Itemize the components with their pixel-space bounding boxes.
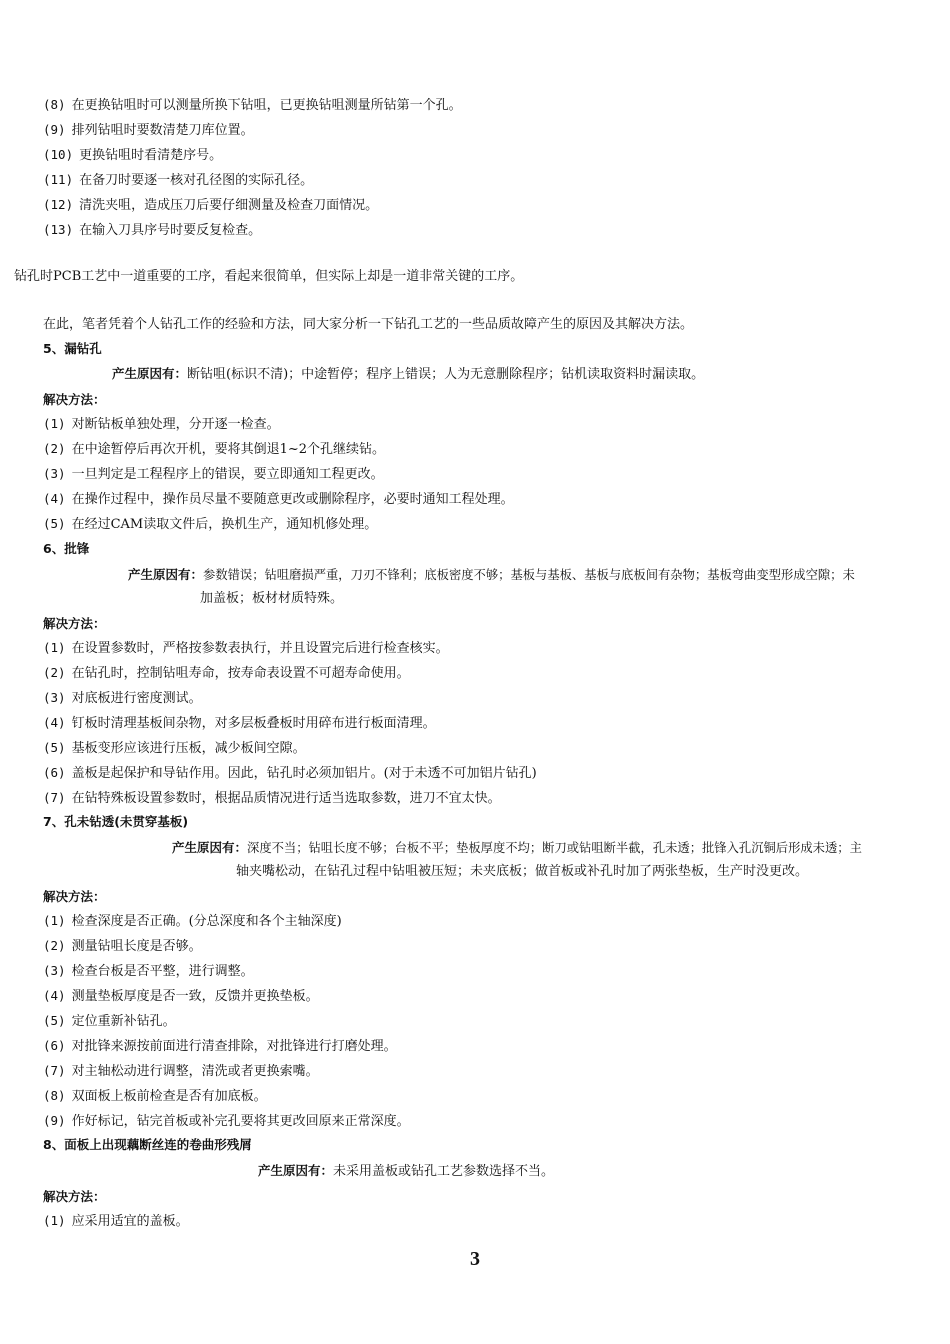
list-item: (9) 作好标记，钻完首板或补完孔要将其更改回原来正常深度。 (43, 1113, 410, 1129)
list-item: (4) 钉板时清理基板间杂物，对多层板叠板时用碎布进行板面清理。 (43, 715, 436, 731)
list-item: (4) 测量垫板厚度是否一致，反馈并更换垫板。 (43, 988, 319, 1004)
list-item: (8) 在更换钻咀时可以测量所换下钻咀，已更换钻咀测量所钻第一个孔。 (43, 97, 462, 113)
list-item: (12) 清洗夹咀，造成压刀后要仔细测量及检查刀面情况。 (43, 197, 379, 213)
list-item: (3) 检查台板是否平整，进行调整。 (43, 963, 254, 979)
cause-paragraph: 产生原因有：深度不当；钻咀长度不够；台板不平；垫板厚度不均；断刀或钻咀断半截，孔未透；批锋入孔沉铜后形成未透；主 轴夹嘴松动，在钻孔过程中钻咀被压短；未夹底板；做首板或补孔时加了两张垫板，生产时没更改。 (172, 840, 862, 879)
solution-label: 解决方法： (43, 616, 106, 631)
cause-paragraph: 产生原因有：断钻咀(标识不清)；中途暂停；程序上错误；人为无意删除程序；钻机读取资料时漏读取。 (112, 366, 705, 382)
section-heading: 6、批锋 (43, 541, 90, 556)
page-number: 3 (470, 1248, 480, 1270)
list-item: (11) 在备刀时要逐一核对孔径图的实际孔径。 (43, 172, 314, 188)
solution-label: 解决方法： (43, 889, 106, 904)
list-item: (10) 更换钻咀时看清楚序号。 (43, 147, 223, 163)
cause-paragraph: 产生原因有：参数错误；钻咀磨损严重，刀刃不锋利；底板密度不够；基板与基板、基板与底板间有杂物；基板弯曲变型形成空隙；未 加盖板；板材材质特殊。 (128, 567, 855, 606)
cause-label: 产生原因有： (112, 366, 188, 381)
solution-label: 解决方法： (43, 392, 106, 407)
list-item: (4) 在操作过程中，操作员尽量不要随意更改或删除程序，必要时通知工程处理。 (43, 491, 514, 507)
list-item: (7) 对主轴松动进行调整，清洗或者更换索嘴。 (43, 1063, 319, 1079)
list-item: (9) 排列钻咀时要数清楚刀库位置。 (43, 122, 254, 138)
list-item: (5) 基板变形应该进行压板，减少板间空隙。 (43, 740, 306, 756)
list-item: (2) 在钻孔时，控制钻咀寿命，按寿命表设置不可超寿命使用。 (43, 665, 410, 681)
section-heading: 8、面板上出现藕断丝连的卷曲形残屑 (43, 1137, 252, 1152)
list-item: (5) 在经过CAM读取文件后，换机生产，通知机修处理。 (43, 516, 378, 532)
intro-paragraph: 在此，笔者凭着个人钻孔工作的经验和方法，同大家分析一下钻孔工艺的一些品质故障产生的原因及其解决方法。 (43, 317, 694, 332)
list-item: (6) 盖板是起保护和导钻作用。因此，钻孔时必须加铝片。(对于未透不可加铝片钻孔) (43, 765, 537, 781)
list-item: (2) 测量钻咀长度是否够。 (43, 938, 202, 954)
cause-paragraph: 产生原因有：未采用盖板或钻孔工艺参数选择不当。 (258, 1163, 555, 1179)
list-item: (7) 在钻特殊板设置参数时，根据品质情况进行适当选取参数，进刀不宜太快。 (43, 790, 501, 806)
list-item: (6) 对批锋来源按前面进行清查排除，对批锋进行打磨处理。 (43, 1038, 397, 1054)
list-item: (5) 定位重新补钻孔。 (43, 1013, 176, 1029)
cause-label: 产生原因有： (128, 567, 204, 582)
intro-paragraph: 钻孔时PCB工艺中一道重要的工序，看起来很简单，但实际上却是一道非常关键的工序。 (14, 269, 524, 284)
list-item: (1) 应采用适宜的盖板。 (43, 1213, 189, 1229)
list-item: (1) 在设置参数时，严格按参数表执行，并且设置完后进行检查核实。 (43, 640, 449, 656)
section-heading: 7、孔未钻透(未贯穿基板) (43, 814, 189, 829)
list-item: (8) 双面板上板前检查是否有加底板。 (43, 1088, 267, 1104)
list-item: (1) 对断钻板单独处理，分开逐一检查。 (43, 416, 280, 432)
list-item: (2) 在中途暂停后再次开机，要将其倒退1~2个孔继续钻。 (43, 441, 386, 457)
section-heading: 5、漏钻孔 (43, 341, 102, 356)
list-item: (1) 检查深度是否正确。(分总深度和各个主轴深度) (43, 913, 342, 929)
solution-label: 解决方法： (43, 1189, 106, 1204)
list-item: (13) 在输入刀具序号时要反复检查。 (43, 222, 262, 238)
cause-label: 产生原因有： (258, 1163, 334, 1178)
cause-label: 产生原因有： (172, 840, 248, 855)
list-item: (3) 对底板进行密度测试。 (43, 690, 202, 706)
list-item: (3) 一旦判定是工程程序上的错误，要立即通知工程更改。 (43, 466, 384, 482)
